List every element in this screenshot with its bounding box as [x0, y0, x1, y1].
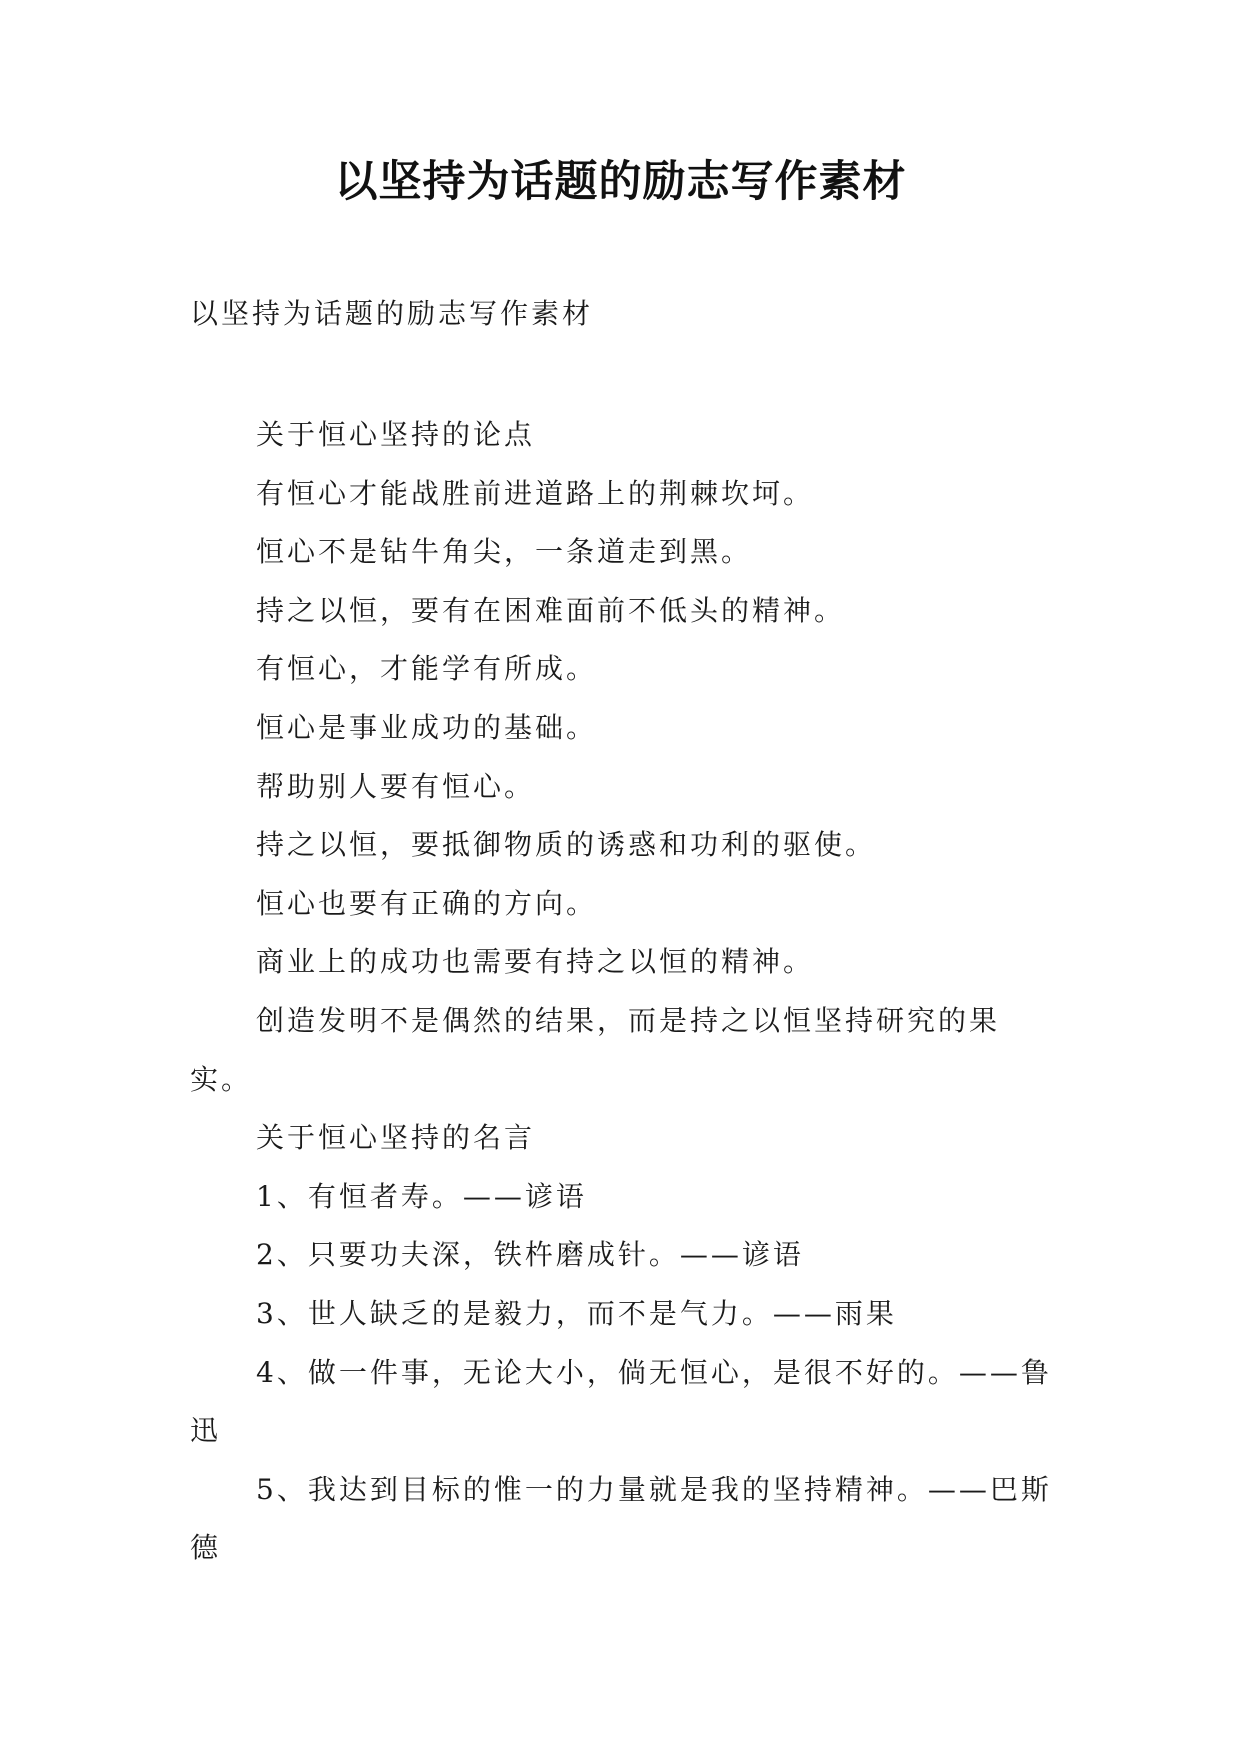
quote-item: 3、世人缺乏的是毅力，而不是气力。——雨果	[256, 1296, 897, 1330]
argument-item: 帮助别人要有恒心。	[256, 769, 536, 803]
argument-item: 持之以恒，要抵御物质的诱惑和功利的驱使。	[256, 828, 877, 862]
argument-item: 创造发明不是偶然的结果，而是持之以恒坚持研究的果实。	[190, 1003, 1001, 1096]
argument-item: 有恒心，才能学有所成。	[256, 652, 598, 686]
quote-item: 4、做一件事，无论大小，倘无恒心，是很不好的。——鲁迅	[190, 1355, 1052, 1448]
document-subtitle: 以坚持为话题的励志写作素材	[190, 297, 594, 330]
argument-item: 恒心不是钻牛角尖，一条道走到黑。	[256, 535, 753, 569]
argument-item: 商业上的成功也需要有持之以恒的精神。	[256, 945, 815, 979]
argument-item: 有恒心才能战胜前进道路上的荆棘坎坷。	[256, 476, 815, 510]
quote-item: 1、有恒者寿。——谚语	[256, 1179, 587, 1213]
section-heading-quotes: 关于恒心坚持的名言	[256, 1121, 536, 1155]
argument-item: 恒心是事业成功的基础。	[256, 710, 598, 744]
document-title: 以坚持为话题的励志写作素材	[334, 157, 907, 207]
argument-item: 恒心也要有正确的方向。	[256, 886, 598, 920]
quote-item: 2、只要功夫深，铁杵磨成针。——谚语	[256, 1238, 804, 1272]
quote-item: 5、我达到目标的惟一的力量就是我的坚持精神。——巴斯德	[190, 1472, 1052, 1565]
document-body	[190, 406, 1060, 1578]
argument-item: 持之以恒，要有在困难面前不低头的精神。	[256, 593, 846, 627]
section-heading-arguments: 关于恒心坚持的论点	[256, 418, 536, 451]
